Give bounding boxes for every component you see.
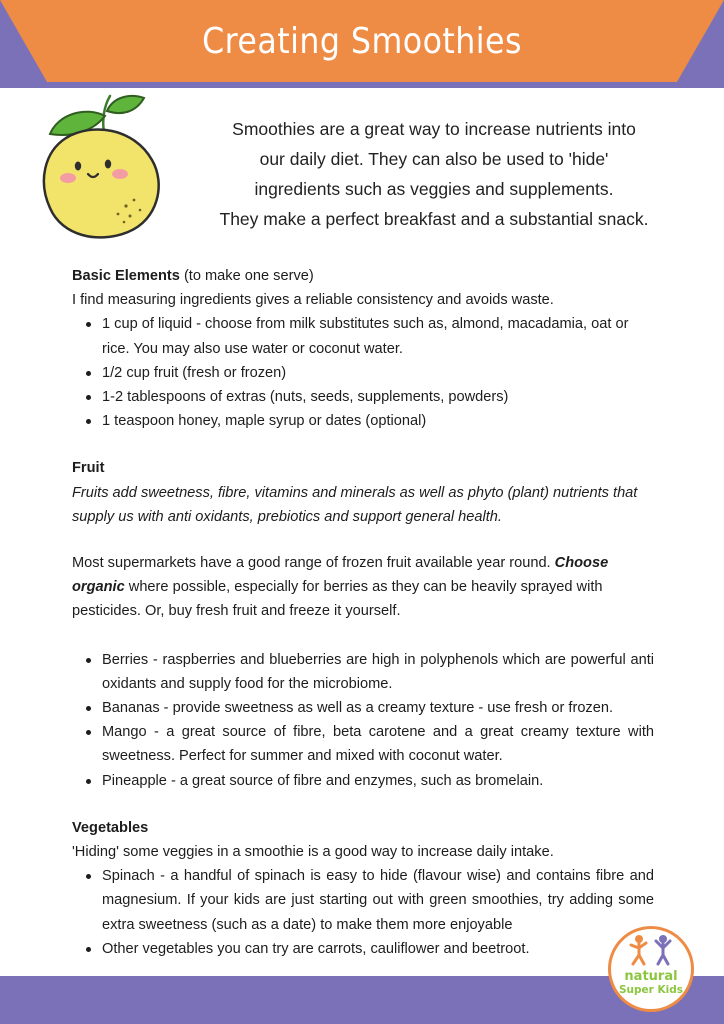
fruit-para-after: where possible, especially for berries as they can be heavily sprayed with pesticides. Or, buy fresh fruit and freeze it yourself.	[72, 579, 603, 620]
list-item: 1/2 cup fruit (fresh or frozen)	[74, 361, 654, 385]
vegetables-list	[74, 864, 654, 961]
basic-intro: I find measuring ingredients gives a reliable consistency and avoids waste.	[72, 292, 554, 309]
fruit-para-emphasis: Choose organic	[72, 555, 609, 596]
fruit-para-before: Most supermarkets have a good range of frozen fruit available year round.	[72, 555, 555, 572]
list-item: Mango - a great source of fibre, beta carotene and a great creamy texture with sweetness. Perfect for summer and mixed with coconut water.	[74, 720, 654, 768]
fruit-title: Fruit	[72, 460, 105, 477]
vegetables-intro: 'Hiding' some veggies in a smoothie is a good way to increase daily intake.	[72, 844, 554, 861]
page-title: Creating Smoothies	[202, 20, 522, 62]
list-item: Berries - raspberries and blueberries are high in polyphenols which are powerful anti oxidants and supply food for the microbiome.	[74, 648, 654, 696]
basic-title-suffix: (to make one serve)	[179, 268, 314, 284]
logo-word-super-kids: Super Kids	[618, 984, 683, 996]
list-item: 1 teaspoon honey, maple syrup or dates (optional)	[74, 409, 654, 433]
intro-line: Smoothies are a great way to increase nutrients into	[232, 119, 636, 139]
list-item: Other vegetables you can try are carrots, cauliflower and beetroot.	[74, 937, 654, 961]
basic-heading	[72, 264, 654, 288]
intro-paragraph	[178, 114, 690, 234]
vegetables-title: Vegetables	[72, 819, 149, 836]
jumping-kids-icon	[611, 931, 691, 971]
natural-super-kids-logo	[608, 926, 694, 1012]
list-item: Pineapple - a great source of fibre and enzymes, such as bromelain.	[74, 769, 654, 793]
list-item: 1-2 tablespoons of extras (nuts, seeds, supplements, powders)	[74, 385, 654, 409]
fruit-list	[74, 648, 654, 793]
list-item: Bananas - provide sweetness as well as a creamy texture - use fresh or frozen.	[74, 696, 654, 720]
list-item: Spinach - a handful of spinach is easy to hide (flavour wise) and contains fibre and magnesium. If your kids are just starting out with green smoothies, try adding some extra sweetness (such as a date) to make them more enjoyable	[74, 864, 654, 937]
logo-word-natural: natural	[624, 969, 678, 984]
intro-line: our daily diet. They can also be used to 'hide'	[259, 149, 609, 169]
intro-line: They make a perfect breakfast and a substantial snack.	[219, 209, 649, 229]
intro-line: ingredients such as veggies and supplements.	[254, 179, 614, 199]
fruit-paragraph	[72, 551, 654, 624]
basic-title: Basic Elements	[72, 268, 180, 284]
fruit-intro: Fruits add sweetness, fibre, vitamins and minerals as well as phyto (plant) nutrients that supply us with anti oxidants, prebiotics and support general health.	[72, 484, 638, 525]
main-content	[72, 264, 654, 961]
list-item: 1 cup of liquid - choose from milk substitutes such as, almond, macadamia, oat or rice. You may also use water or coconut water.	[74, 312, 654, 360]
basic-list	[74, 312, 654, 433]
smiling-fruit-icon	[26, 94, 166, 240]
